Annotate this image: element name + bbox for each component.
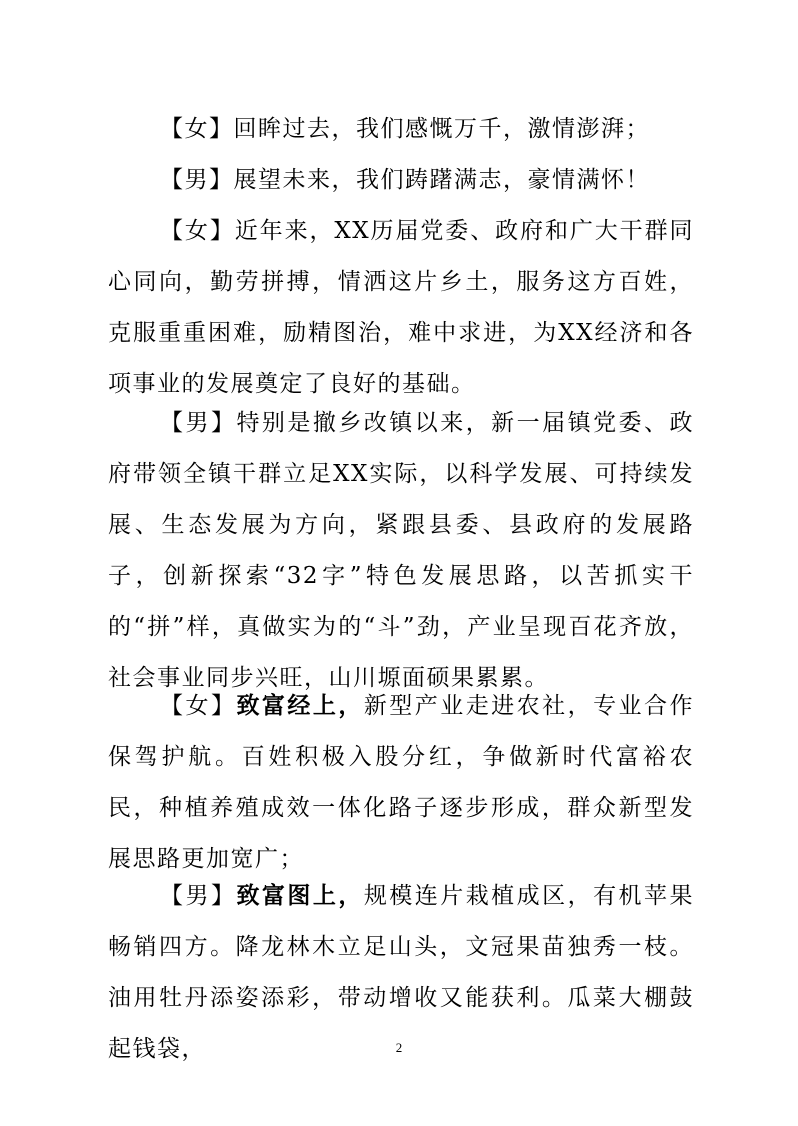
speaker-tag: 【男】 — [160, 883, 237, 909]
paragraph-5 — [108, 680, 694, 885]
paragraph-bold-lead: 致富经上， — [236, 692, 364, 719]
page-number: 2 — [395, 1040, 403, 1055]
paragraph-bold-lead: 致富图上， — [236, 882, 364, 909]
speaker-tag: 【男】 — [160, 410, 237, 436]
speaker-tag: 【女】 — [160, 116, 234, 142]
paragraph-4 — [108, 398, 694, 704]
paragraph-text: 展望未来，我们踌躇满志，豪情满怀！ — [233, 167, 650, 193]
paragraph-text: 回眸过去，我们感慨万千，激情澎湃； — [233, 116, 650, 142]
paragraph-text: 新型产业走进农社，专业合作保驾护航。百姓积极入股分红，争做新时代富裕农民，种植养殖成效一体化路子逐步形成，群众新型发展思路更加宽广； — [108, 693, 695, 872]
paragraph-text: 规模连片栽植成区，有机苹果畅销四方。降龙林木立足山头，文冠果苗独秀一枝。油用牡丹添姿添彩，带动增收又能获利。瓜菜大棚鼓起钱袋， — [108, 883, 695, 1062]
paragraph-1 — [108, 104, 694, 155]
paragraph-text: 特别是撤乡改镇以来，新一届镇党委、政府带领全镇干群立足XX实际，以科学发展、可持续发展、生态发展为方向，紧跟县委、县政府的发展路子，创新探索“32字”特色发展思路，以苦抓实干的“拼”样，真做实为的“斗”劲，产业呈现百花齐放，社会事业同步兴旺，山川塬面硕果累累。 — [108, 410, 695, 691]
paragraph-2 — [108, 155, 694, 206]
paragraph-3 — [108, 206, 694, 410]
speaker-tag: 【女】 — [160, 218, 235, 244]
speaker-tag: 【男】 — [160, 167, 234, 193]
paragraph-text: 近年来，XX历届党委、政府和广大干群同心同向，勤劳拼搏，情洒这片乡土，服务这方百姓，克服重重困难，励精图治，难中求进，为XX经济和各项事业的发展奠定了良好的基础。 — [108, 218, 695, 397]
speaker-tag: 【女】 — [160, 693, 237, 719]
